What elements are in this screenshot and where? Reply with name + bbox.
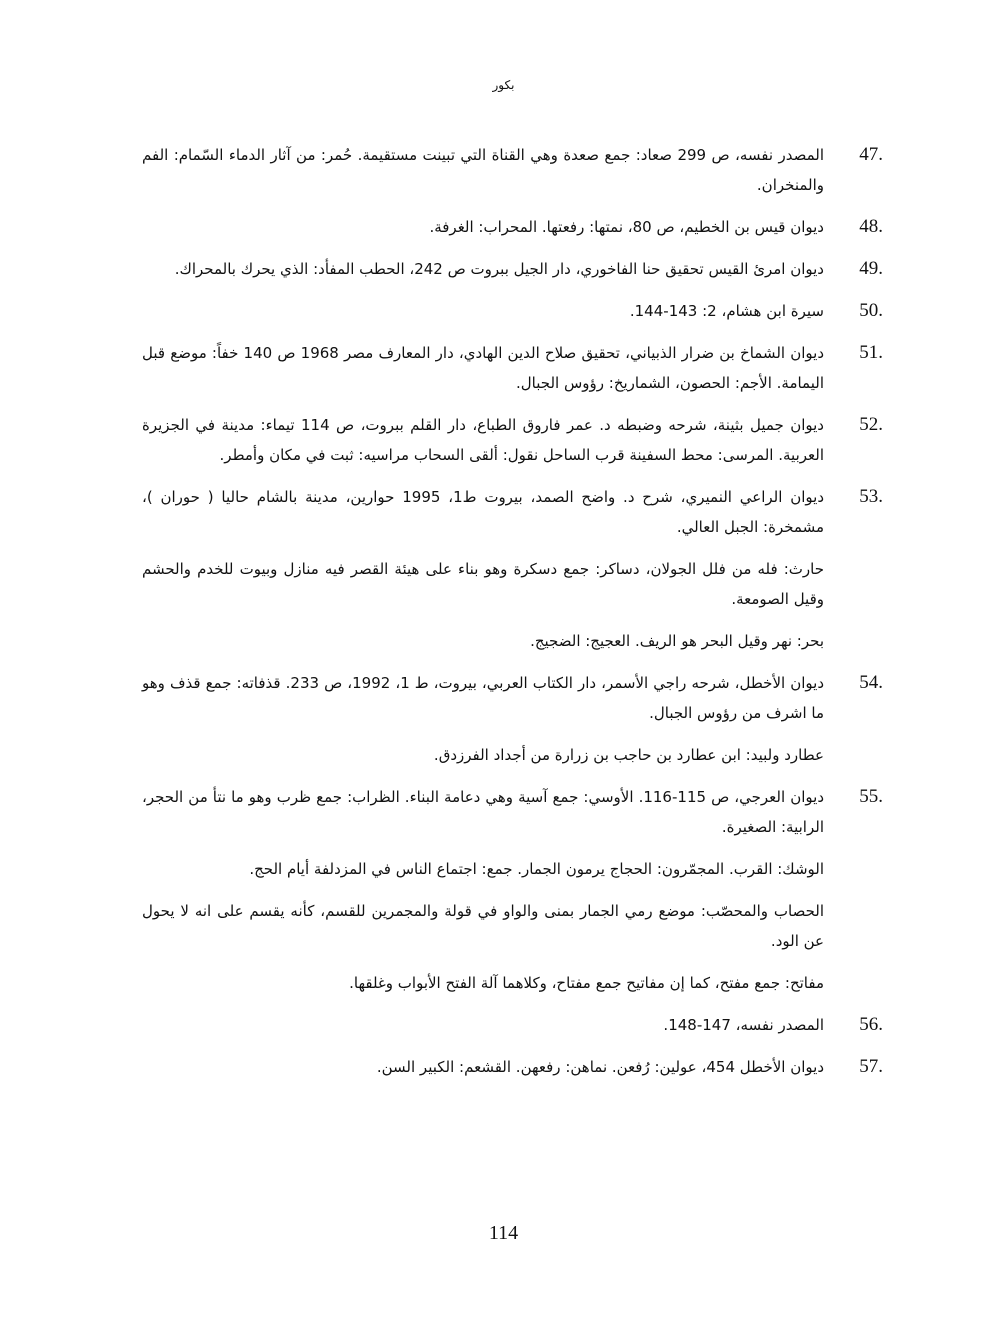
footnote-text: ديوان الأخطل 454، عولين: رُفعن. نماهن: رفعهن. القشعم: الكبير السن.	[376, 1058, 824, 1076]
footnote-text: ديوان الأخطل، شرحه راجي الأسمر، دار الكتاب العربي، بيروت، ط 1، 1992، ص 233. قذفاته: جمع قذف وهو ما اشرف من رؤوس الجبال.	[142, 674, 824, 722]
footnotes	[142, 140, 883, 1094]
footnote-49	[142, 254, 883, 284]
footnote-text: ديوان الشماخ بن ضرار الذبياني، تحقيق صلاح الدين الهادي، دار المعارف مصر 1968 ص 140 خفاً: موضع قبل اليمامة. الأجم: الحصون، الشماريخ: رؤوس الجبال.	[142, 344, 824, 392]
footnote-number: 51.	[859, 342, 883, 363]
footnote-continuation: عطارد ولبيد: ابن عطارد بن حاجب بن زرارة من أجداد الفرزدق.	[433, 746, 824, 764]
footnote-number: 48.	[859, 216, 883, 237]
footnote-number: 56.	[859, 1014, 883, 1035]
running-header: بكور	[492, 78, 515, 92]
footnote-continuation: الحصاب والمحصّب: موضع رمي الجمار بمنى والواو في قولة والمجمرين للقسم، كأنه يقسم على انه لا يحول عن الود.	[142, 902, 824, 950]
footnote-number: 52.	[859, 414, 883, 435]
footnote-47	[142, 140, 883, 200]
footnote-50	[142, 296, 883, 326]
footnote-continuation: مفاتح: جمع مفتح، كما إن مفاتيح جمع مفتاح، وكلاهما آلة الفتح الأبواب وغلقها.	[349, 974, 824, 992]
footnote-continuation: الوشك: القرب. المجمّرون: الحجاج يرمون الجمار. جمع: اجتماع الناس في المزدلفة أيام الحج.	[249, 860, 824, 878]
footnote-text: ديوان الراعي النميري، شرح د. واضح الصمد، بيروت ط1، 1995 حوارين، مدينة بالشام حاليا ( حوران )، مشمخرة: الجبل العالي.	[142, 488, 825, 536]
footnote-text: ديوان جميل بثينة، شرحه وضبطه د. عمر فاروق الطباع، دار القلم ببروت، ص 114 تيماء: مدينة في الجزيرة العربية. المرسى: محط السفينة قرب الساحل نقول: ألقى السحاب مراسيه: ثبت في مكان وأمطر.	[142, 416, 824, 464]
footnote-number: 47.	[859, 144, 883, 165]
footnote-52	[142, 410, 883, 470]
footnote-continuation: حارث: فله من فلل الجولان، دساكر: جمع دسكرة وهو بناء على هيئة القصر فيه منازل وبيوت للخدم والحشم وقيل الصومعة.	[142, 560, 824, 608]
footnote-text: ديوان قيس بن الخطيم، ص 80، نمتها: رفعتها. المحراب: الغرفة.	[429, 218, 824, 236]
footnote-number: 50.	[859, 300, 883, 321]
footnote-53	[142, 482, 883, 542]
footnote-number: 53.	[859, 486, 883, 507]
footnote-text: ديوان امرئ القيس تحقيق حنا الفاخوري، دار الجيل ببروت ص 242، الحطب المفأد: الذي يحرك بالمحراك.	[174, 260, 824, 278]
footnote-55	[142, 782, 883, 842]
footnote-57	[142, 1052, 883, 1082]
footnote-text: ديوان العرجي، ص 115-116. الأوسي: جمع آسية وهي دعامة البناء. الظراب: جمع ظرب وهو ما نتأ من الحجر، الرابية: الصغيرة.	[142, 788, 824, 836]
footnote-number: 57.	[859, 1056, 883, 1077]
footnote-number: 54.	[859, 672, 883, 693]
footnote-48	[142, 212, 883, 242]
page-number: 114	[488, 1222, 519, 1244]
footnote-continuation: بحر: نهر وقيل البحر هو الريف. العجيج: الضجيج.	[530, 632, 824, 650]
footnote-text: المصدر نفسه، 147-148.	[663, 1016, 824, 1034]
footnote-number: 49.	[859, 258, 883, 279]
footnote-51	[142, 338, 883, 398]
footnote-text: المصدر نفسه، ص 299 صعاد: جمع صعدة وهي القناة التي تبينت مستقيمة. حُمر: من آثار الدماء السّمام: الفم والمنخران.	[142, 146, 824, 194]
footnote-54	[142, 668, 883, 728]
footnote-number: 55.	[859, 786, 883, 807]
footnote-text: سيرة ابن هشام، 2: 143-144.	[629, 302, 824, 320]
footnote-56	[142, 1010, 883, 1040]
